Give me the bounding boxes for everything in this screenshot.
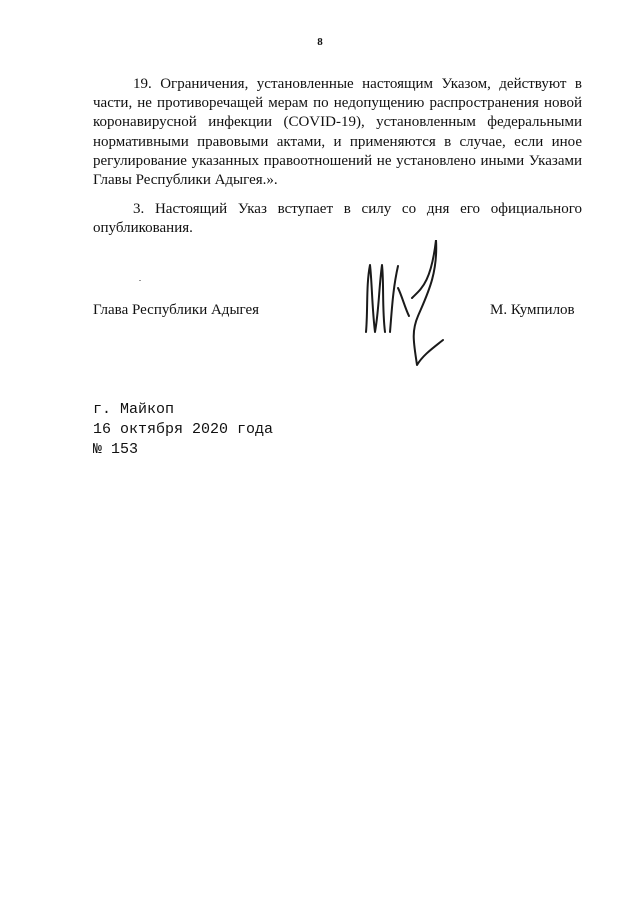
handwritten-signature	[348, 240, 463, 370]
city-line: г. Майкоп	[93, 401, 175, 418]
page-number: 8	[317, 36, 323, 48]
signatory-name: М. Кумпилов	[490, 302, 575, 318]
scan-artifact-dot	[139, 280, 141, 281]
paragraph-3: 3. Настоящий Указ вступает в силу со дня его официального опубликования.	[93, 201, 582, 237]
date-line: 16 октября 2020 года	[93, 421, 274, 438]
paragraph-19: 19. Ограничения, установленные настоящим Указом, действуют в части, не противоречащей мерам по недопущению распространения новой коронавирусной инфекции (COVID-19), установленным федеральными нормативными правовыми актами, и применяются в случае, если иное регулирование указанных правоотношений не установлено иными Указами Главы Республики Адыгея.».	[93, 76, 582, 189]
signatory-title: Глава Республики Адыгея	[93, 302, 260, 318]
decree-number: № 153	[93, 441, 139, 458]
